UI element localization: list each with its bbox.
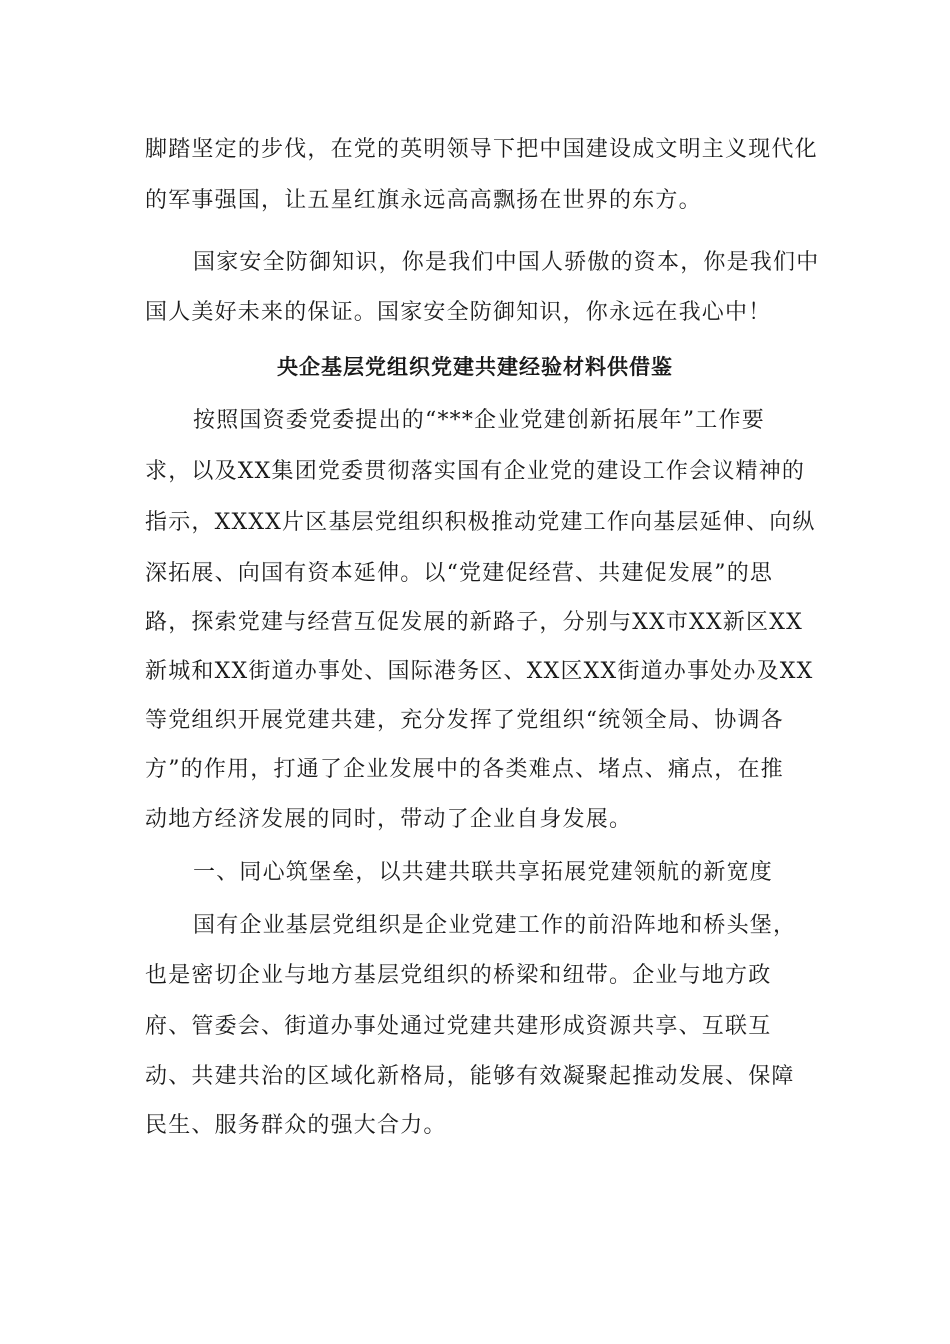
paragraph-line: 深拓展、向国有资本延伸。以“党建促经营、共建促发展”的思: [145, 561, 774, 586]
paragraph-line: 等党组织开展党建共建，充分发挥了党组织“统领全局、协调各: [145, 708, 784, 733]
paragraph-line: 的军事强国，让五星红旗永远高高飘扬在世界的东方。: [145, 188, 702, 213]
paragraph-line: 动地方经济发展的同时，带动了企业自身发展。: [145, 807, 633, 832]
paragraph-line: 民生、服务群众的强大合力。: [145, 1113, 447, 1138]
paragraph-line: 动、共建共治的区域化新格局，能够有效凝聚起推动发展、保障: [145, 1064, 795, 1089]
paragraph-line: 求，以及XX集团党委贯彻落实国有企业党的建设工作会议精神的: [145, 459, 806, 484]
paragraph-line: 国有企业基层党组织是企业党建工作的前沿阵地和桥头堡，: [193, 913, 797, 938]
paragraph-line: 国人美好未来的保证。国家安全防御知识，你永远在我心中！: [145, 300, 772, 325]
paragraph-line: 脚踏坚定的步伐，在党的英明领导下把中国建设成文明主义现代化: [145, 137, 818, 162]
paragraph-line: 府、管委会、街道办事处通过党建共建形成资源共享、互联互: [145, 1014, 772, 1039]
section-heading: 一、同心筑堡垒，以共建共联共享拓展党建领航的新宽度: [193, 860, 774, 885]
paragraph-line: 国家安全防御知识，你是我们中国人骄傲的资本，你是我们中: [193, 250, 820, 275]
article-title: 央企基层党组织党建共建经验材料供借鉴: [277, 354, 673, 379]
paragraph-line: 按照国资委党委提出的“***企业党建创新拓展年”工作要: [193, 408, 765, 433]
paragraph-line: 也是密切企业与地方基层党组织的桥梁和纽带。企业与地方政: [145, 963, 772, 988]
paragraph-line: 指示，XXXX片区基层党组织积极推动党建工作向基层延伸、向纵: [145, 510, 816, 535]
paragraph-line: 路，探索党建与经营互促发展的新路子，分别与XX市XX新区XX: [145, 610, 803, 635]
paragraph-line: 方”的作用，打通了企业发展中的各类难点、堵点、痛点，在推: [145, 757, 784, 782]
paragraph-line: 新城和XX街道办事处、国际港务区、XX区XX街道办事处办及XX: [145, 659, 814, 684]
